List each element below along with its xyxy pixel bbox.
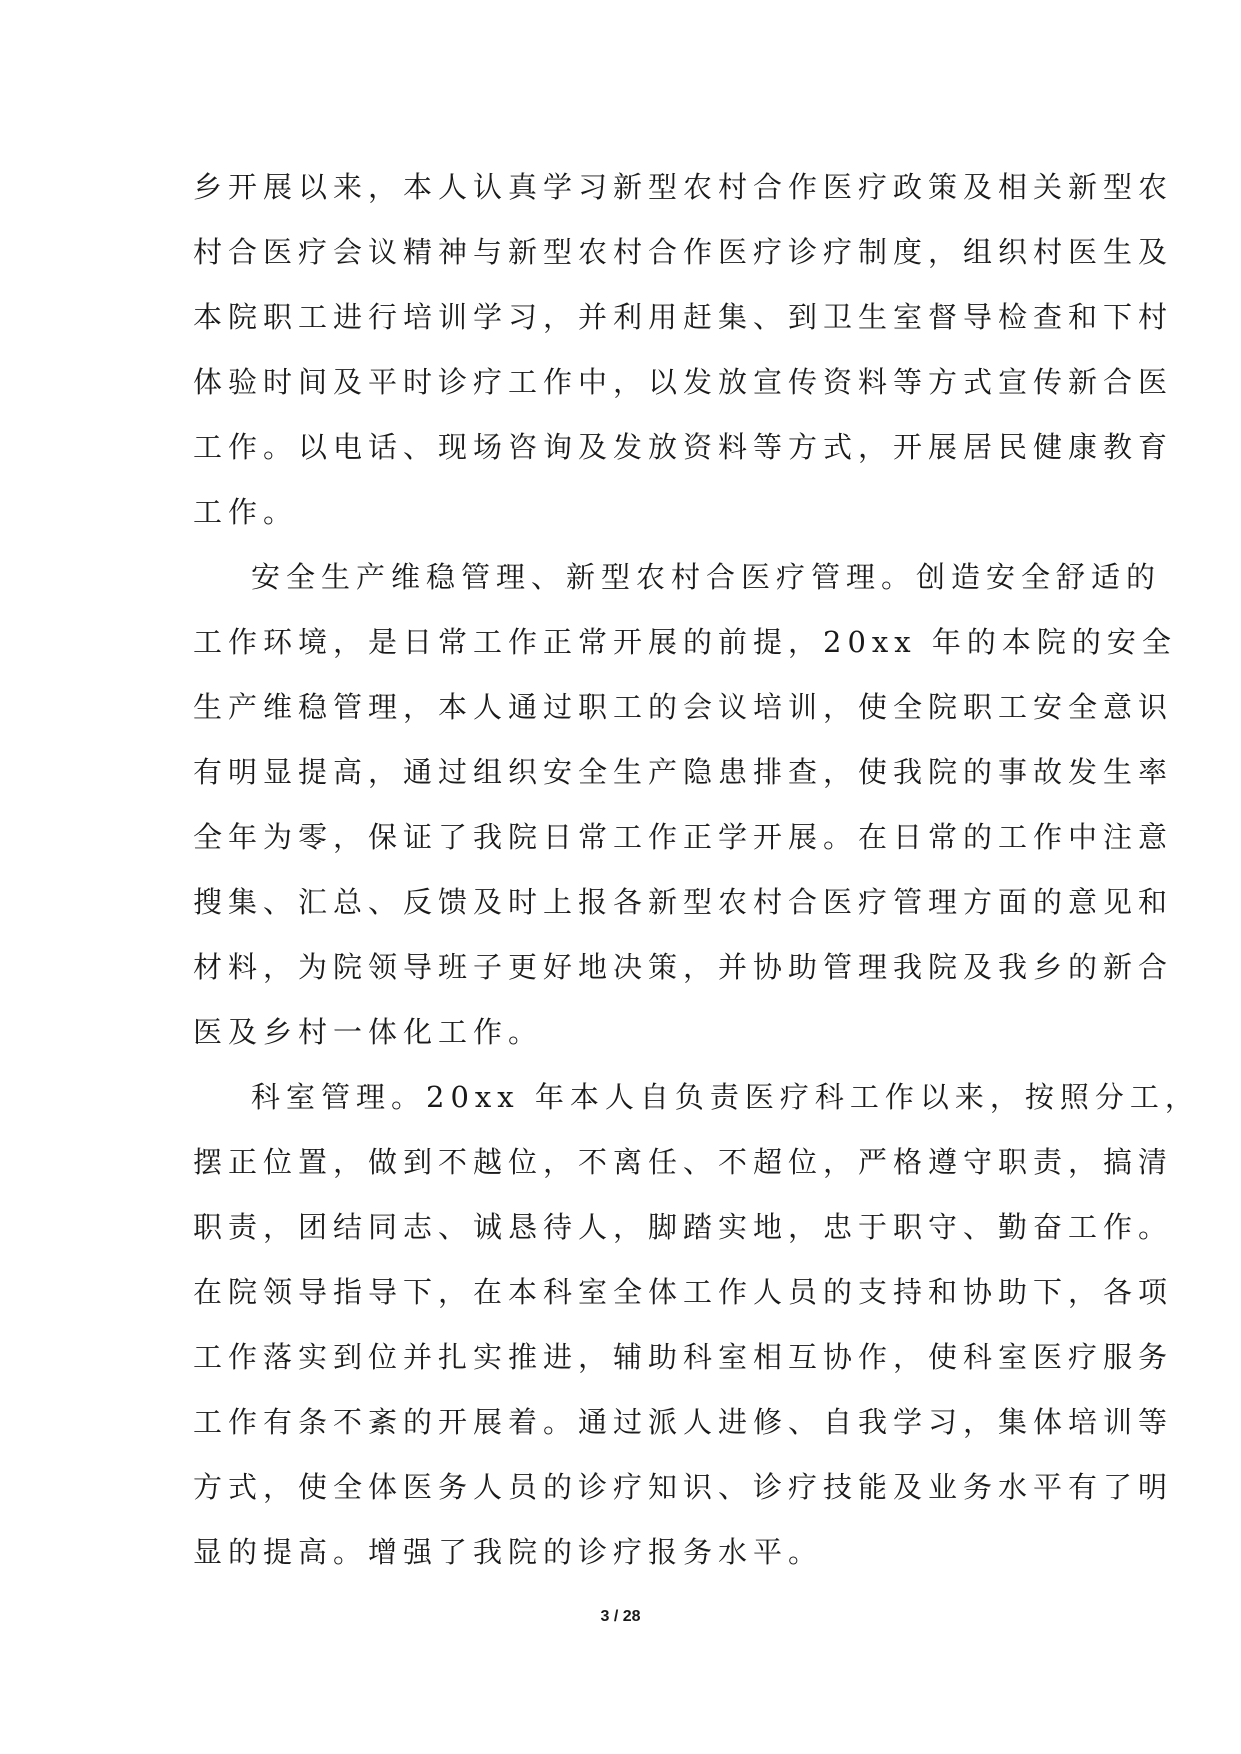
text-line: 工作。以电话、现场咨询及发放资料等方式，开展居民健康教育: [193, 430, 1174, 464]
document-body: [193, 155, 1200, 1585]
text-line: 生产维稳管理，本人通过职工的会议培训，使全院职工安全意识: [193, 690, 1174, 724]
text-line: 材料，为院领导班子更好地决策，并协助管理我院及我乡的新合: [193, 950, 1174, 984]
text-line: 本院职工进行培训学习，并利用赶集、到卫生室督导检查和下村: [193, 300, 1174, 334]
text-line: 摆正位置，做到不越位，不离任、不超位，严格遵守职责，搞清: [193, 1145, 1174, 1179]
text-line: 在院领导指导下，在本科室全体工作人员的支持和协助下，各项: [193, 1275, 1174, 1309]
text-line: 工作。: [193, 495, 299, 529]
text-line: 工作落实到位并扎实推进，辅助科室相互协作，使科室医疗服务: [193, 1340, 1174, 1374]
text-line: 村合医疗会议精神与新型农村合作医疗诊疗制度，组织村医生及: [193, 235, 1174, 269]
text-line: 科室管理。20xx 年本人自负责医疗科工作以来，按照分工，: [251, 1080, 1200, 1114]
text-line: 有明显提高，通过组织安全生产隐患排查，使我院的事故发生率: [193, 755, 1174, 789]
text-line: 显的提高。增强了我院的诊疗报务水平。: [193, 1535, 824, 1569]
text-line: 搜集、汇总、反馈及时上报各新型农村合医疗管理方面的意见和: [193, 885, 1174, 919]
page-number: 3 / 28: [600, 1608, 641, 1625]
text-line: 安全生产维稳管理、新型农村合医疗管理。创造安全舒适的: [251, 560, 1162, 594]
text-line: 方式，使全体医务人员的诊疗知识、诊疗技能及业务水平有了明: [193, 1470, 1174, 1504]
text-line: 工作有条不紊的开展着。通过派人进修、自我学习，集体培训等: [193, 1405, 1174, 1439]
text-line: 体验时间及平时诊疗工作中，以发放宣传资料等方式宣传新合医: [193, 365, 1174, 399]
text-line: 乡开展以来，本人认真学习新型农村合作医疗政策及相关新型农: [193, 170, 1174, 204]
text-line: 工作环境，是日常工作正常开展的前提，20xx 年的本院的安全: [193, 625, 1177, 659]
text-line: 职责，团结同志、诚恳待人，脚踏实地，忠于职守、勤奋工作。: [193, 1210, 1174, 1244]
text-line: 医及乡村一体化工作。: [193, 1015, 544, 1049]
text-line: 全年为零，保证了我院日常工作正学开展。在日常的工作中注意: [193, 820, 1174, 854]
